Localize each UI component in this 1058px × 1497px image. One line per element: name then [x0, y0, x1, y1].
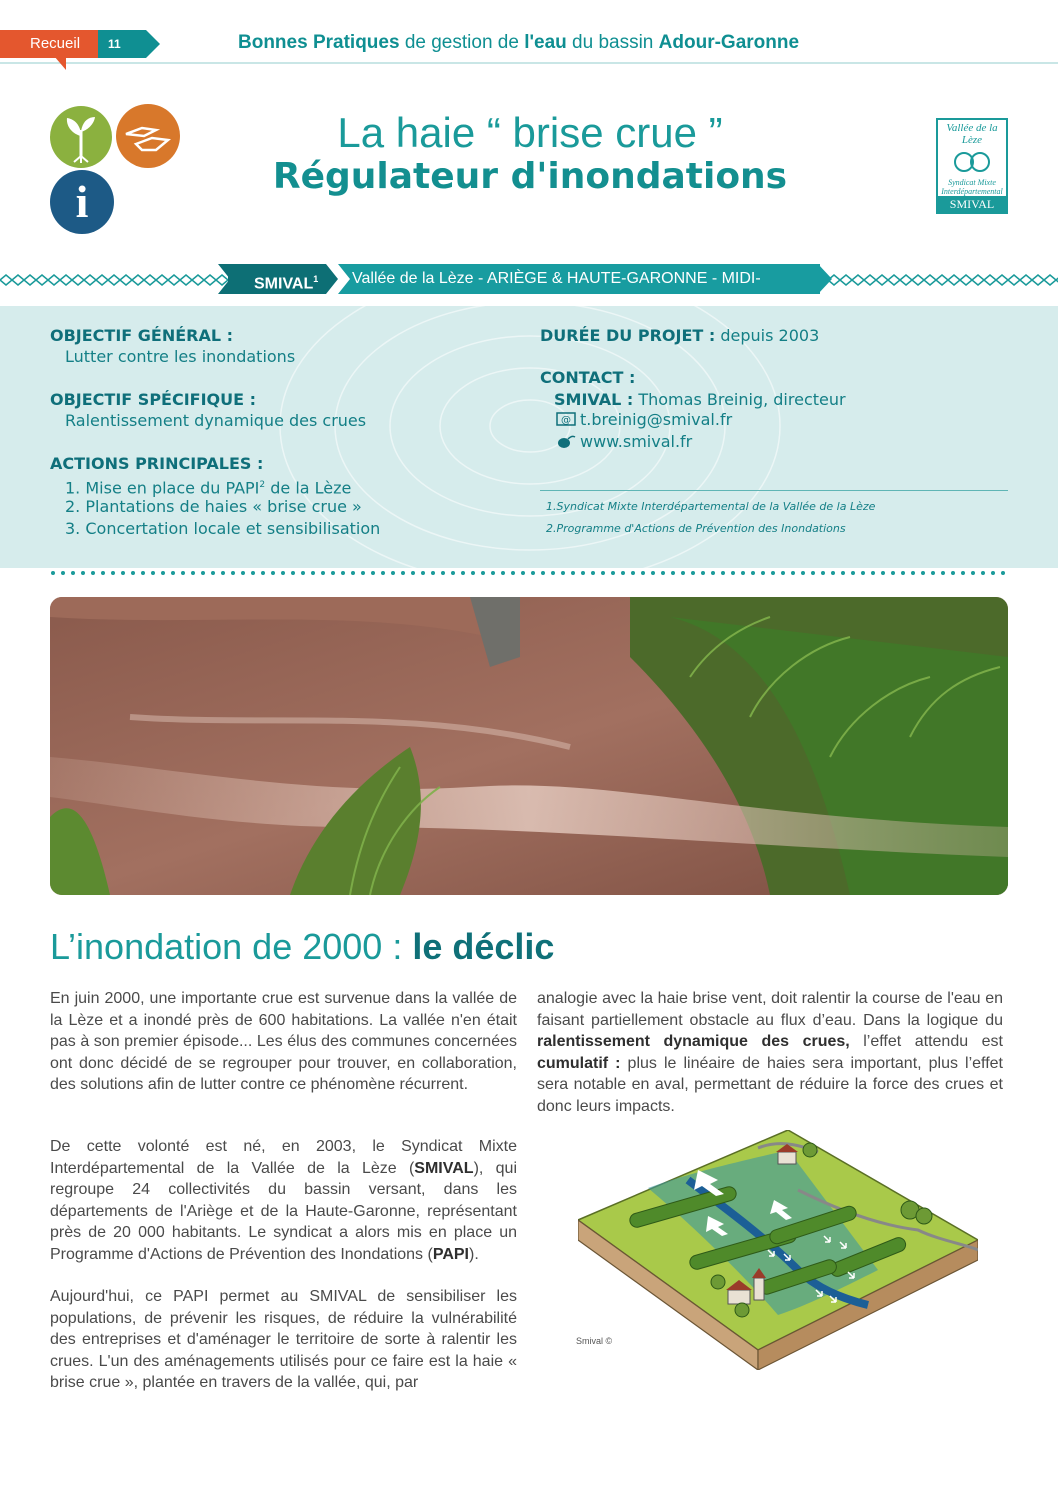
- dotted-divider: [50, 570, 1008, 576]
- page-title: La haie “ brise crue ”: [337, 109, 723, 156]
- objectif-specifique-label: OBJECTIF SPÉCIFIQUE :: [50, 390, 257, 409]
- section-tab-tail: [54, 56, 66, 70]
- mouse-icon: [556, 433, 576, 449]
- footnote-1: 1.Syndicat Mixte Interdépartemental de la Vallée de la Lèze: [546, 500, 876, 513]
- footnote-2: 2.Programme d'Actions de Prévention des Inondations: [546, 522, 846, 535]
- contact-web-link[interactable]: www.smival.fr: [580, 432, 693, 451]
- info-icon: i: [50, 170, 114, 234]
- location-org: SMIVAL$^1$: [228, 264, 338, 294]
- paragraph-1: En juin 2000, une importante crue est survenue dans la vallée de la Lèze et a inondé près de 600 habitations. La vallée n'en était pas à son premier épisode... Les élus des communes concernées ont donc décidé de se regrouper pour trouver, en collaboration, des solutions afin de lutter contre ce phénomène récurrent.: [50, 990, 517, 1093]
- objectif-general-value: Lutter contre les inondations: [65, 347, 296, 366]
- paragraph-3: Aujourd'hui, ce PAPI permet au SMIVAL de sensibiliser les populations, de prévenir les risques, de réduire la vulnérabilité des entreprises et d'aménager le territoire de sorte à ralentir les crues. L'un des aménagements utilisés pour ce faire est la haie « brise crue », plantée en travers de la vallée, qui, par: [50, 1288, 517, 1391]
- hedge-illustration: [578, 1130, 978, 1370]
- objectif-general-label: OBJECTIF GÉNÉRAL :: [50, 326, 234, 345]
- section-tab[interactable]: Recueil: [0, 30, 100, 58]
- illustration-credit: Smival ©: [576, 1336, 613, 1346]
- action-item: 3. Concertation locale et sensibilisation: [65, 519, 381, 538]
- contact-email-link[interactable]: t.breinig@smival.fr: [580, 410, 733, 429]
- band-arrow-mid: [326, 264, 350, 294]
- logo-emblem: [952, 150, 992, 174]
- paragraph-2: De cette volonté est né, en 2003, le Syndicat Mixte Interdépartemental de la Vallée de la Lèze (SMIVAL), qui regroupe 24 collectivités du bassin versant, dans les départements de l'Ariège et de la Haute-Garonne, représentant près de 20 000 habitants. Le syndicat a alors mis en place un Programme d'Actions de Prévention des Inondations (PAPI).: [50, 1138, 517, 1263]
- location-place: Vallée de la Lèze - ARIÈGE & HAUTE-GARONNE - MIDI-: [338, 264, 820, 294]
- band-arrow-left: [218, 264, 242, 294]
- objectif-specifique-value: Ralentissement dynamique des crues: [65, 411, 367, 430]
- logo-text: Vallée de la Lèze: [946, 122, 998, 146]
- contact-label: CONTACT :: [540, 368, 636, 387]
- duree-line: DURÉE DU PROJET : depuis 2003: [540, 326, 820, 345]
- header-rule: [0, 62, 1058, 64]
- plant-icon: [50, 106, 112, 168]
- flood-photo: [50, 597, 1008, 895]
- hands-icon: [116, 104, 180, 168]
- panel-rule: [540, 490, 1008, 491]
- svg-text:@: @: [561, 415, 571, 426]
- paragraph-4: analogie avec la haie brise vent, doit ralentir la course de l'eau en faisant partiellement obstacle au flux d’eau. Dans la logique du ralentissement dynamique des crues, l’effet attendu est cumulatif : plus le linéaire de haies sera important, plus l’effet sera notable en aval, permettant de réduire la force des crues et donc leurs impacts.: [537, 990, 1004, 1115]
- page-number-arrow: [146, 30, 160, 58]
- logo-band: SMIVAL: [938, 196, 1006, 212]
- action-item: 1. Mise en place du PAPI$^2$ de la Lèze: [65, 478, 352, 498]
- page-number: 11: [98, 30, 146, 58]
- page-subtitle: Régulateur d'inondations: [272, 156, 788, 197]
- contact-person: SMIVAL : Thomas Breinig, directeur: [554, 390, 846, 409]
- running-header: Bonnes Pratiques de gestion de l'eau du bassin Adour-Garonne: [238, 32, 800, 53]
- action-item: 2. Plantations de haies « brise crue »: [65, 497, 362, 516]
- email-icon: [556, 411, 576, 427]
- actions-label: ACTIONS PRINCIPALES :: [50, 454, 264, 473]
- band-arrow-right: [818, 264, 832, 294]
- logo-subtext: Syndicat Mixte Interdépartemental: [941, 178, 1003, 196]
- article-heading: L’inondation de 2000 : le déclic: [50, 926, 555, 967]
